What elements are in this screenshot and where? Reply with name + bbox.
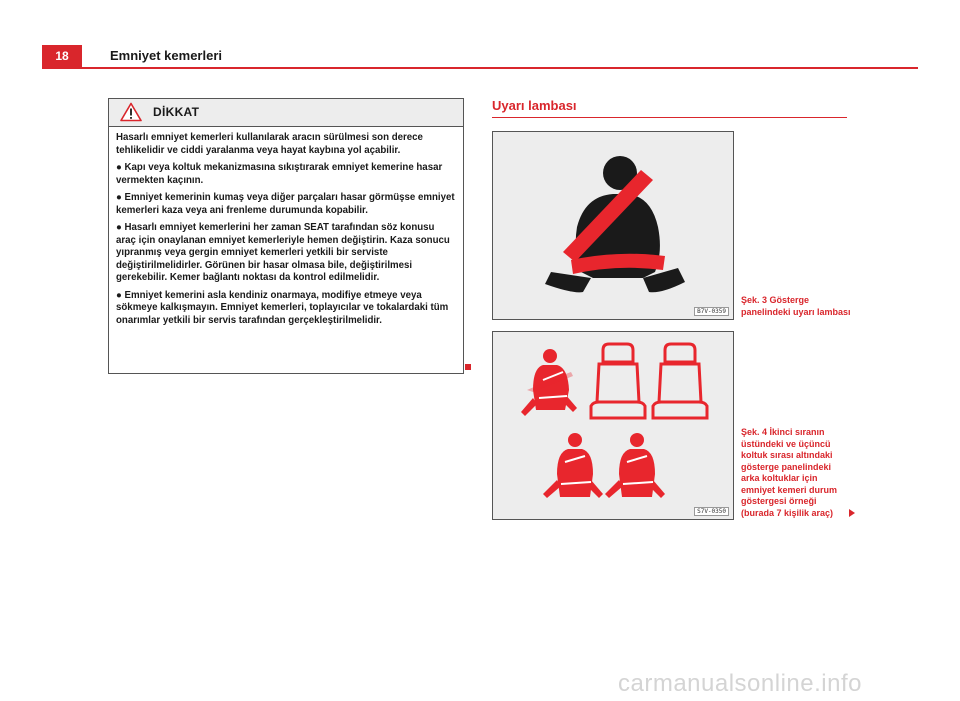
warning-triangle-icon bbox=[120, 102, 142, 122]
warning-header bbox=[109, 99, 463, 127]
figure-code: S7V-0350 bbox=[694, 507, 729, 516]
seatbelt-warning-icon bbox=[493, 132, 733, 319]
section-title: Uyarı lambası bbox=[492, 98, 847, 118]
figure-caption: Şek. 3 Gösterge panelindeki uyarı lambası bbox=[741, 295, 851, 317]
page-number: 18 bbox=[42, 45, 82, 67]
warning-title: DİKKAT bbox=[153, 105, 200, 119]
section-end-marker bbox=[465, 364, 471, 370]
warning-paragraph: Hasarlı emniyet kemerleri kullanılarak aracın sürülmesi son derece tehlikelidir ve ciddi yaralanma veya hayat kaybına yol açabilir. bbox=[116, 132, 423, 156]
occupied-seat-icon bbox=[521, 349, 577, 416]
figure-seatbelt-warning-lamp bbox=[492, 131, 734, 320]
occupied-seat-icon bbox=[543, 433, 603, 498]
warning-body bbox=[109, 127, 463, 327]
figure-rear-seatbelt-status bbox=[492, 331, 734, 520]
figure-code: B7V-0359 bbox=[694, 307, 729, 316]
rear-seat-status-icons bbox=[493, 332, 733, 519]
occupied-seat-icon bbox=[605, 433, 665, 498]
warning-box bbox=[108, 98, 464, 374]
warning-paragraph: ● Emniyet kemerini asla kendiniz onarmaya, modifiye etmeye veya sökmeye kalkışmayın. Emniyet kemerleri, toplayıcılar ve tokalardaki tüm onarımlar yetkili bir servis tarafından gerçekleştirilmelidir. bbox=[116, 289, 449, 326]
warning-paragraph: ● Hasarlı emniyet kemerlerini her zaman SEAT tarafından söz konusu araç için onaylanan emniyet kemerleriyle hemen değiştirin. Kaza sonucu yıpranmış veya gergin emniyet kemerleri yetkili bir serviste değiştirilmelidirler. Görünen bir hasar olmasa bile, değiştirilmesi gerekebilir. Kemer bağlantı noktası da kontrol edilmelidir. bbox=[116, 222, 450, 283]
chapter-title: Emniyet kemerleri bbox=[110, 48, 223, 63]
page-header bbox=[42, 45, 918, 69]
empty-seat-icon bbox=[591, 344, 645, 418]
watermark: carmanualsonline.info bbox=[618, 670, 862, 697]
continue-arrow-icon bbox=[849, 509, 855, 517]
warning-paragraph: ● Emniyet kemerinin kumaş veya diğer parçaları hasar görmüşse emniyet kemerleri kaza veya ani frenleme durumunda kopabilir. bbox=[116, 192, 455, 216]
warning-paragraph: ● Kapı veya koltuk mekanizmasına sıkıştırarak emniyet kemerine hasar vermekten kaçının. bbox=[116, 162, 443, 186]
empty-seat-icon bbox=[653, 344, 707, 418]
figure-caption: Şek. 4 İkinci sıranın üstündeki ve üçüncü koltuk sırası altındaki gösterge panelindeki arka koltuklar için emniyet kemeri durum göstergesi örneği (burada 7 kişilik araç) bbox=[741, 427, 838, 518]
